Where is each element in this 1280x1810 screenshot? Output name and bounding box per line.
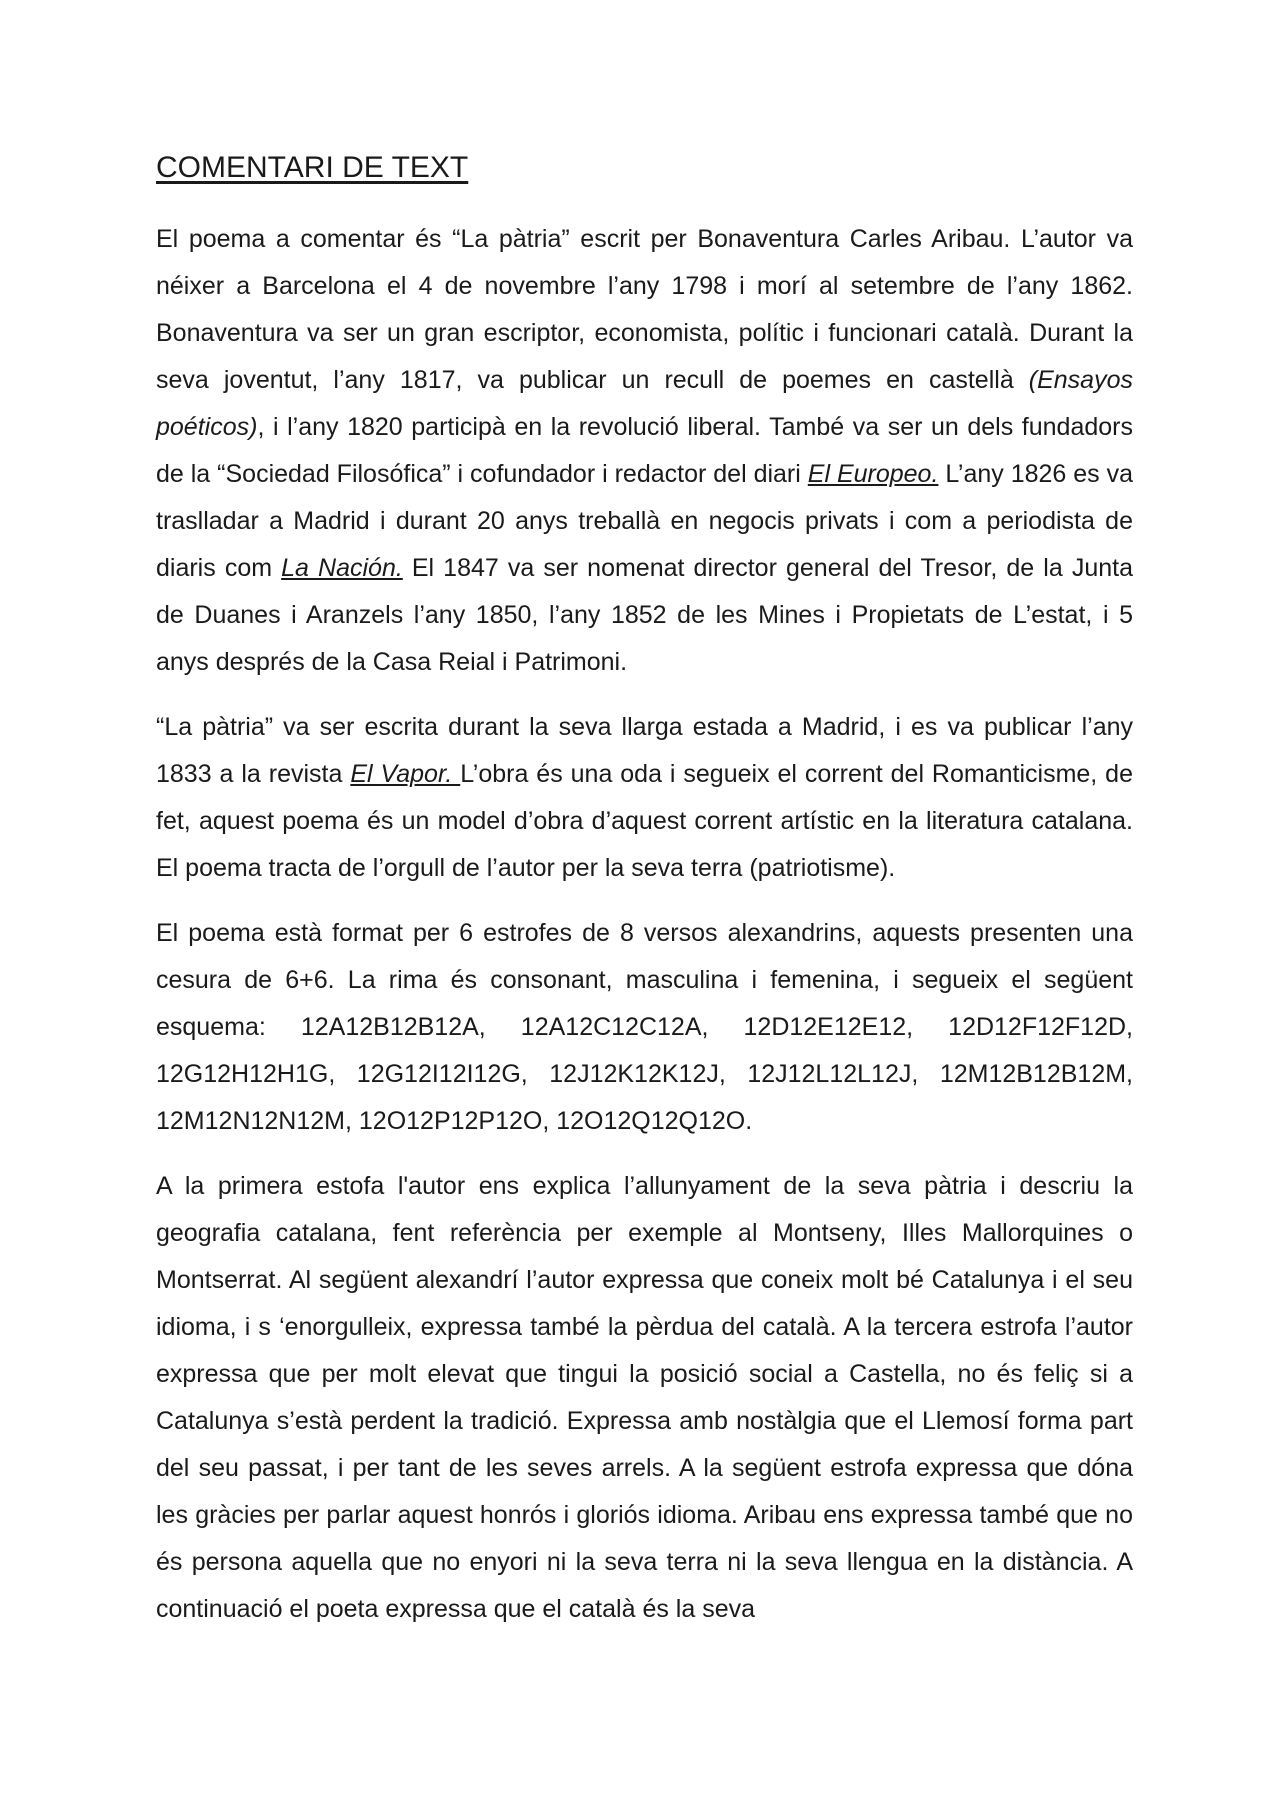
text-run: L’any 1826 es va traslladar a Madrid i durant 20 anys treballà en negocis privats i com a periodista de diaris com <box>156 460 1134 582</box>
italic-work-title: (Ensayos poéticos) <box>156 366 1133 441</box>
text-run: El 1847 va ser nomenat director general del Tresor, de la Junta de Duanes i Aranzels l’any 1850, l’any 1852 de les Mines i Propietats de L’estat, i 5 anys després de la Casa Reial i Patrimoni. <box>156 554 1133 676</box>
document-title: COMENTARI DE TEXT <box>156 151 469 184</box>
paragraph-metrics: El poema està format per 6 estrofes de 8 versos alexandrins, aquests presenten una cesura de 6+6. La rima és consonant, masculina i femenina, i segueix el següent esquema: 12A12B12B12A, 12A12C12C12A, 12D12E12E12, 12D12F12F12D, 12G12H12H1G, 12G12I12I12G, 12J12K12K12J, 12J12L12L12J, 12M12B12B12M, 12M12N12N12M, 12O12P12P12O, 12O12Q12Q12O. <box>156 919 1133 1135</box>
paragraph-analysis: A la primera estofa l'autor ens explica l’allunyament de la seva pàtria i descriu la geografia catalana, fent referència per exemple al Montseny, Illes Mallorquines o Montserrat. Al següent alexandrí l’autor expressa que coneix molt bé Catalunya i el seu idioma, i s ‘enorgulleix, expressa també la pèrdua del català. A la tercera estrofa l’autor expressa que per molt elevat que tingui la posició social a Castella, no és feliç si a Catalunya s’està perdent la tradició. Expressa amb nostàlgia que el Llemosí forma part del seu passat, i per tant de les seves arrels. A la següent estrofa expressa que dóna les gràcies per parlar aquest honrós i gloriós idioma. Aribau ens expressa també que no és persona aquella que no enyori ni la seva terra ni la seva llengua en la distància. A continuació el poeta expressa que el català és la seva <box>156 1172 1133 1623</box>
document-page <box>156 150 1133 1651</box>
text-run: , i l’any 1820 participà en la revolució liberal. També va ser un dels fundadors de la “Sociedad Filosófica” i cofundador i redactor del diari <box>156 413 1133 488</box>
text-run: El poema a comentar és “La pàtria” escrit per Bonaventura Carles Aribau. L’autor va néixer a Barcelona el 4 de novembre l’any 1798 i morí al setembre de l’any 1862. Bonaventura va ser un gran escriptor, economista, polític i funcionari català. Durant la seva joventut, l’any 1817, va publicar un recull de poemes en castellà <box>156 225 1133 394</box>
paragraph-poem-context <box>156 704 1133 892</box>
text-run: L’obra és una oda i segueix el corrent del Romanticisme, de fet, aquest poema és un model d’obra d’aquest corrent artístic en la literatura catalana. El poema tracta de l’orgull de l’autor per la seva terra (patriotisme). <box>156 760 1133 882</box>
paragraph-author-biography <box>156 216 1133 686</box>
newspaper-title-la-nacion: La Nación. <box>281 554 403 582</box>
text-run: “La pàtria” va ser escrita durant la seva llarga estada a Madrid, i es va publicar l’any 1833 a la revista <box>156 713 1133 788</box>
magazine-title-el-vapor: El Vapor. <box>350 760 461 788</box>
newspaper-title-el-europeo: El Europeo. <box>807 460 939 488</box>
